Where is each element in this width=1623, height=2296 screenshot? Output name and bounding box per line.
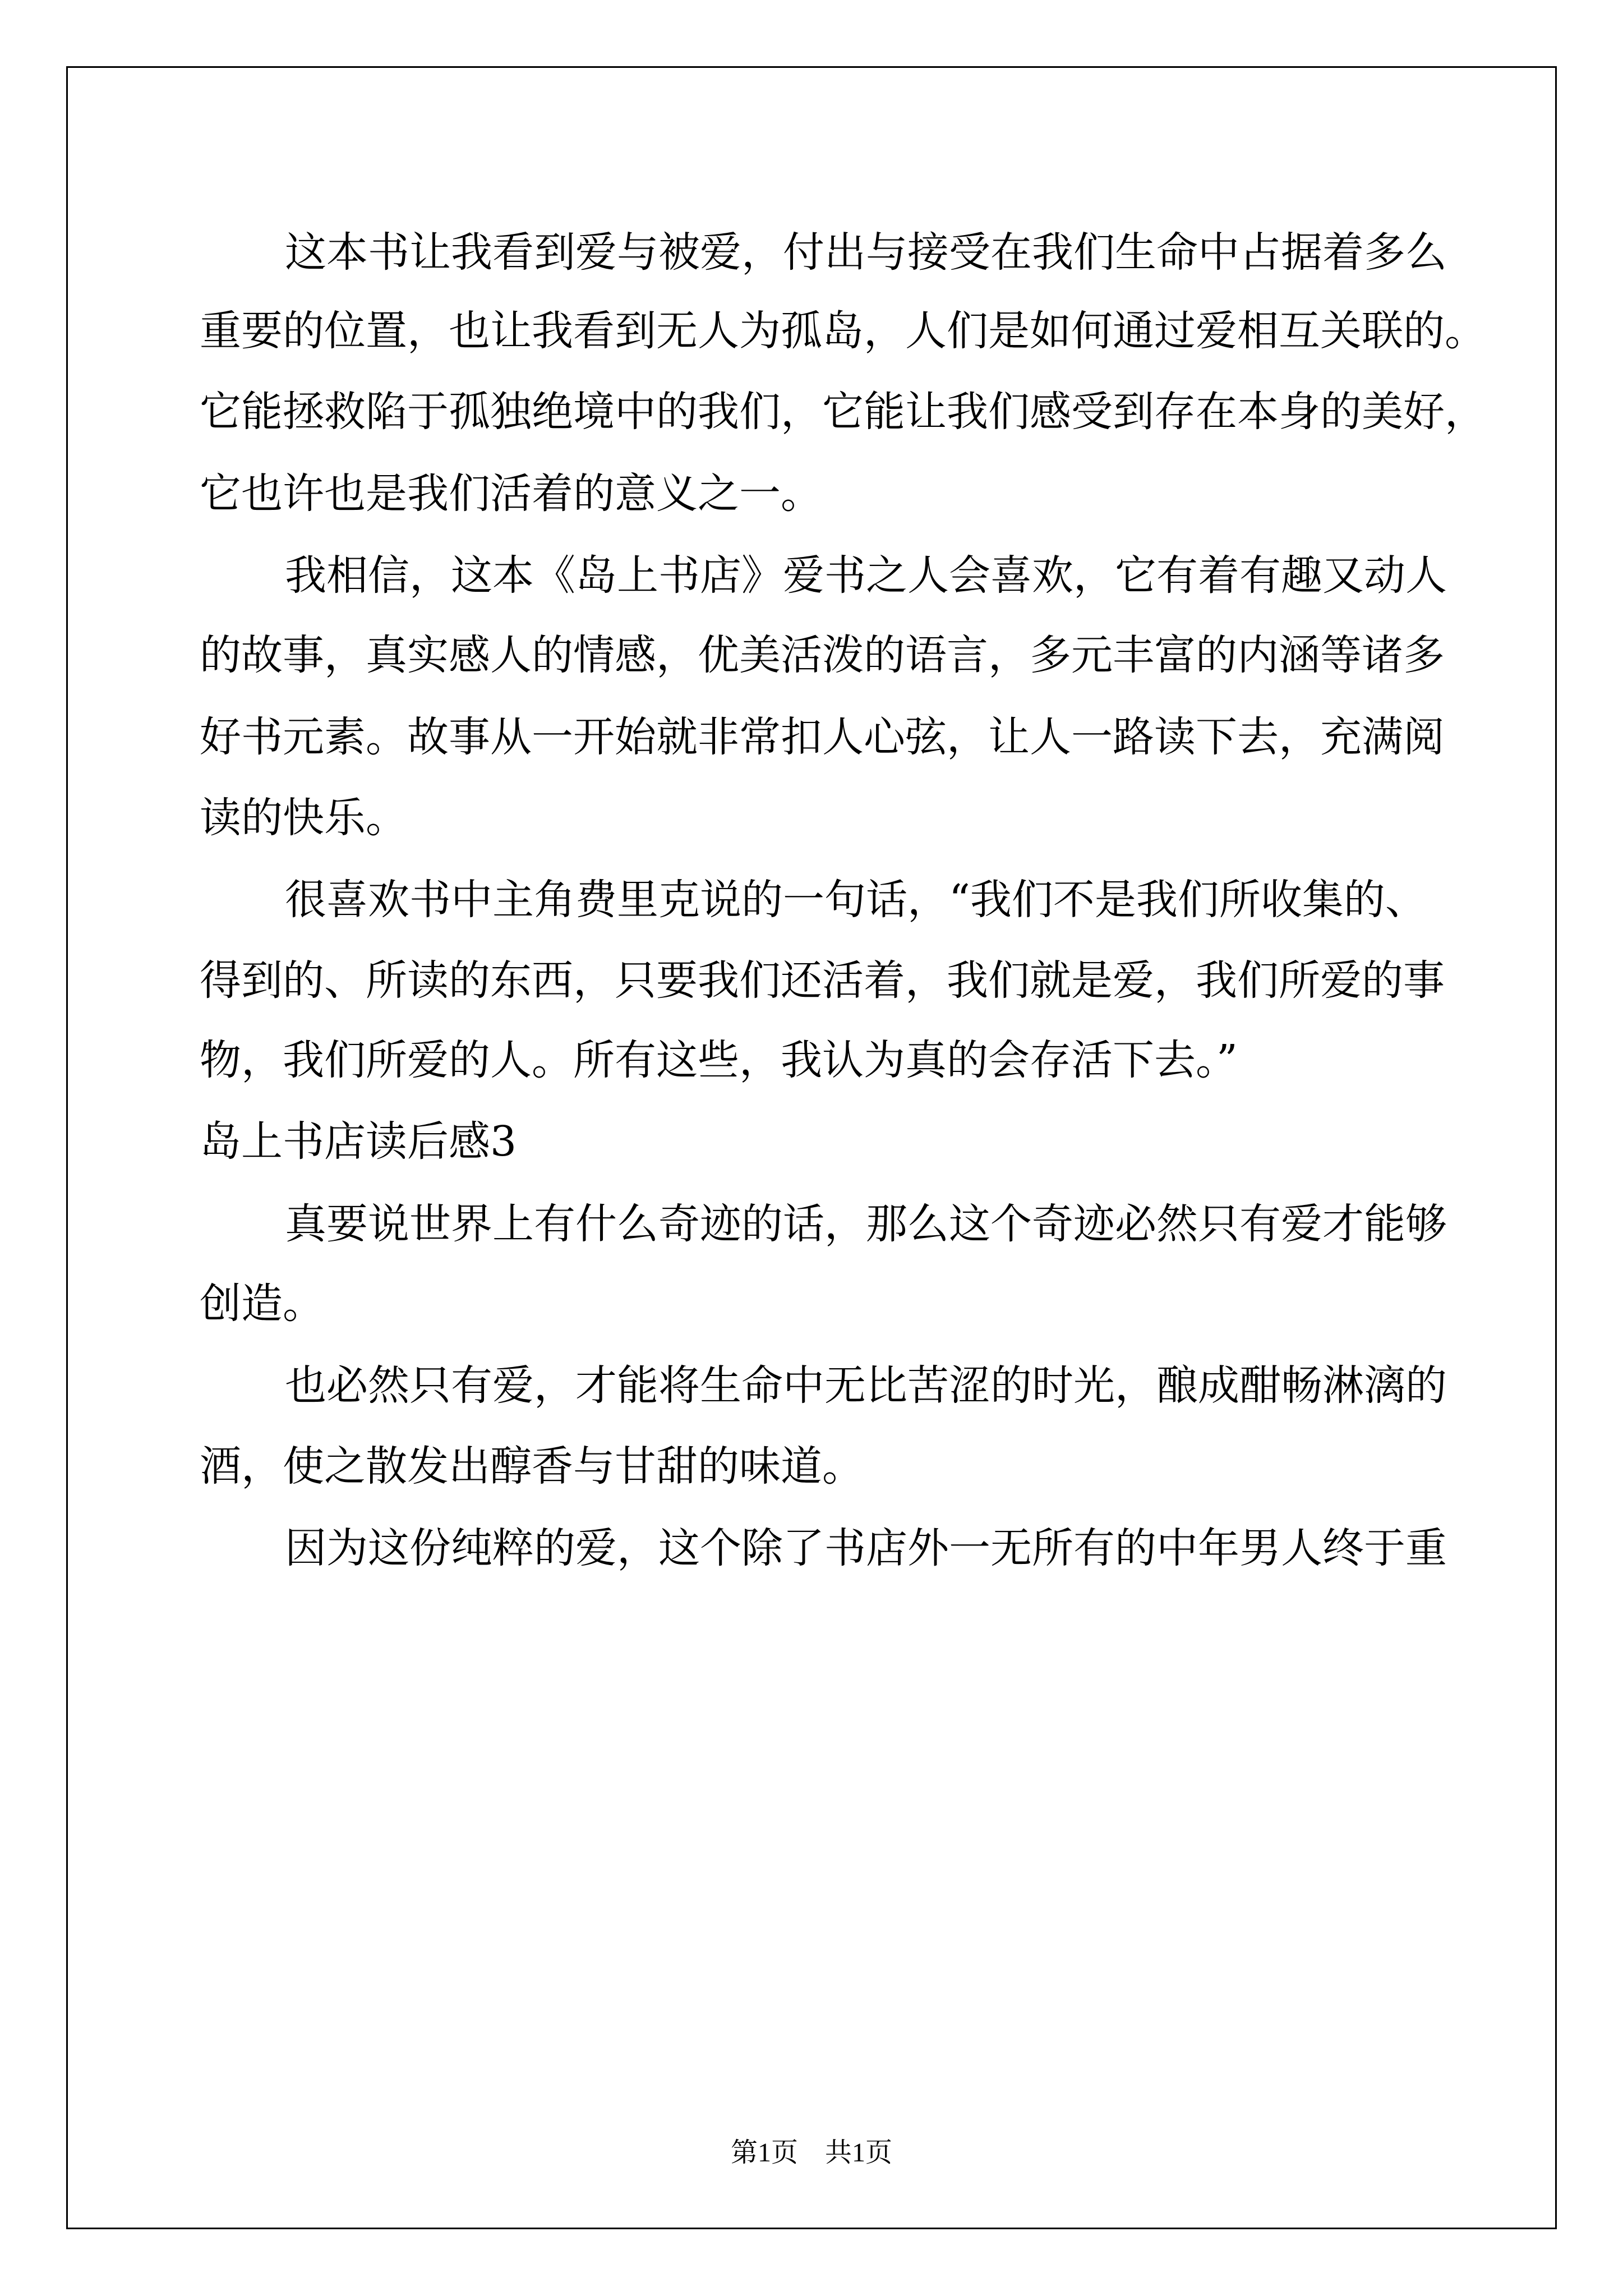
paragraph-1-line-1: 这本书让我看到爱与被爱，付出与接受在我们生命中占据着多么 bbox=[285, 228, 1447, 277]
paragraph-2-line-3: 好书元素。故事从一开始就非常扣人心弦，让人一路读下去，充满阅 bbox=[200, 713, 1445, 761]
paragraph-3-line-1: 很喜欢书中主角费里克说的一句话，“我们不是我们所收集的、 bbox=[285, 876, 1427, 924]
paragraph-6-line-1: 因为这份纯粹的爱，这个除了书店外一无所有的中年男人终于重 bbox=[285, 1524, 1447, 1572]
paragraph-4-line-1: 真要说世界上有什么奇迹的话，那么这个奇迹必然只有爱才能够 bbox=[285, 1200, 1447, 1248]
paragraph-2-line-2: 的故事，真实感人的情感，优美活泼的语言，多元丰富的内涵等诸多 bbox=[200, 631, 1445, 679]
paragraph-3-line-2: 得到的、所读的东西，只要我们还活着，我们就是爱，我们所爱的事 bbox=[200, 956, 1445, 1005]
paragraph-2-line-4: 读的快乐。 bbox=[200, 794, 407, 842]
paragraph-3-line-3: 物，我们所爱的人。所有这些，我认为真的会存活下去。” bbox=[200, 1036, 1238, 1084]
paragraph-5-line-2: 酒，使之散发出醇香与甘甜的味道。 bbox=[200, 1442, 864, 1490]
paragraph-2-line-1: 我相信，这本《岛上书店》爱书之人会喜欢，它有着有趣又动人 bbox=[285, 551, 1447, 600]
paragraph-1-line-2: 重要的位置，也让我看到无人为孤岛，人们是如何通过爱相互关联的。 bbox=[200, 307, 1486, 355]
paragraph-1-line-3: 它能拯救陷于孤独绝境中的我们，它能让我们感受到存在本身的美好， bbox=[200, 388, 1486, 436]
section-heading: 岛上书店读后感3 bbox=[200, 1117, 517, 1166]
paragraph-1-line-4: 它也许也是我们活着的意义之一。 bbox=[200, 470, 822, 518]
paragraph-5-line-1: 也必然只有爱，才能将生命中无比苦涩的时光，酿成酣畅淋漓的 bbox=[285, 1361, 1447, 1410]
page-number-footer: 第1页 共1页 bbox=[730, 2138, 892, 2168]
paragraph-4-line-2: 创造。 bbox=[200, 1280, 324, 1328]
